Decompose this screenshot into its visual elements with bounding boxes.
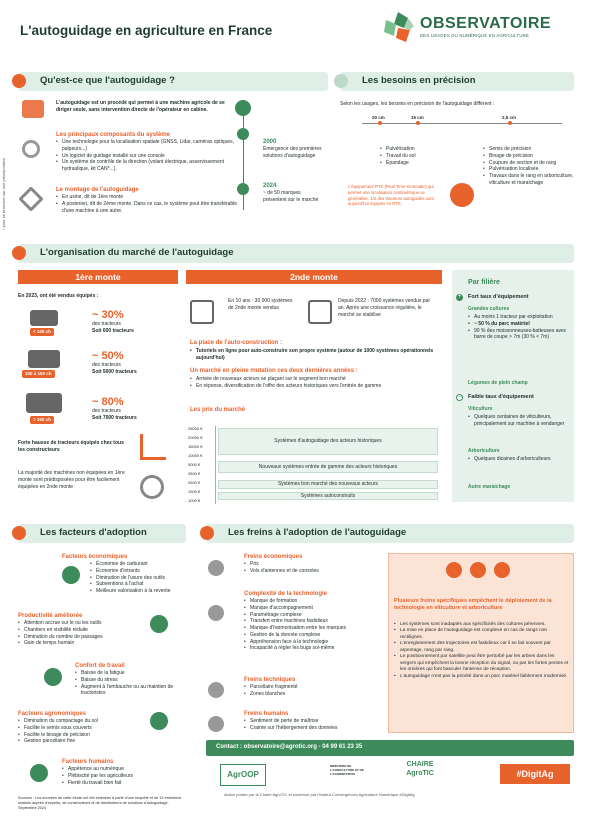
orange-dot-icon [200, 526, 214, 540]
orange-dot-icon [12, 74, 26, 88]
rtk-tractor-icon [450, 183, 474, 207]
price-chart [188, 418, 442, 502]
predisposed-note: La majorité des machines non équipées en 1ère monte sont prédisposées pour être facilement équipées en 2nde monte [18, 470, 125, 490]
viticulture-title: Viticulture [468, 406, 493, 412]
vine-icon [470, 562, 486, 578]
section-market-banner: L'organisation du marché de l'autoguidage [18, 244, 574, 263]
price-bar-historic: Systèmes d'autoguidage des acteurs historiques [218, 428, 438, 455]
logo-name: OBSERVATOIRE [420, 15, 552, 32]
tick-label: 15000 € [188, 444, 203, 449]
green-dot-icon [334, 74, 348, 88]
tick-label: 1500 € [188, 489, 201, 494]
power-tag: 100 à 150 ch [22, 370, 55, 378]
precision-scale [362, 123, 562, 124]
field-crops-list: • Au moins 1 tracteur par exploitation • ~ 50 % du parc matériel • 90 % des moissonneuses-batteuses avec barre de coupe > 7m (30 % < 7m) [468, 314, 572, 341]
scale-2-5: 2,5 cm [502, 115, 517, 120]
brakes-eco-list: • Prix • Vols d'antennes et de consoles [244, 561, 384, 575]
side-note: * pour se brancher sur une prise/position [1, 157, 6, 230]
tractor-icon [22, 100, 44, 118]
components-title: Les principaux composants du système [56, 132, 171, 138]
brakes-complex-list: • Manque de formation • Manque d'accompagnement • Paramétrage complexe • Transfert entre machines fastidieux • Manque d'harmonisation entre les marques • Gestion de la donnée complexe • Appréhension face à la technologie • Incapacité à régler les bugs soi-même [244, 598, 384, 652]
logo-subtitle: DES USAGES DU NUMÉRIQUE EN AGRICULTURE [420, 33, 529, 38]
timeline-2024: 2024 ~ de 50 marques présentent sur le marché [263, 183, 319, 203]
price-bar-cheap: Systèmes bon marché des nouveaux acteurs [218, 480, 438, 489]
brakes-complex-title: Complexité de la technologie [244, 591, 328, 597]
section-precision-banner: Les besoins en précision [340, 72, 574, 91]
person-icon [208, 716, 224, 732]
pct-under-100-text: des tracteurs Soit 600 tracteurs [92, 321, 134, 334]
brakes-human-list: • Sentiment de perte de maîtrise • Crainte sur l'hébergement des données [244, 718, 384, 732]
arboriculture-title: Arboriculture [468, 448, 500, 454]
sources-note: Sources : Les données de cette étude ont été estimées à partir d'une enquête et de 19 entretiens réalisés auprès d'experts, de constructeurs et de distributeurs de solutions d'autoguidage. Septembre 2024 [18, 796, 182, 811]
cycle-icon [140, 475, 164, 499]
brakes-tech-list: • Parcellaire fragmenté • Zones blanches [244, 684, 384, 698]
timeline-dot-icon [237, 183, 249, 195]
productivity-icon [150, 615, 168, 633]
people-icon [30, 764, 48, 782]
low-rate-title: Faible taux d'équipement [468, 394, 534, 400]
tick-label: 5000 € [188, 462, 201, 467]
adoption-agro-list: • Diminution du compactage du sol • Facilite le semis sous couverts • Facilite le binage de précision • Gestion parcellaire fine [18, 718, 148, 745]
digitag-logo: #DigitAg [500, 764, 570, 784]
adoption-comfort-list: • Baisse de la fatigue • Baisse du stress • Augment à l'embauche ou au maintien de tractoristes [75, 670, 185, 697]
timeline-start-icon [235, 100, 251, 116]
axis-line [215, 426, 216, 504]
pct-100-150-text: des tracteurs Soit 5000 tracteurs [92, 362, 137, 375]
signal-icon [208, 682, 224, 698]
contact-bar[interactable]: Contact : observatoire@agrotic.org - 04 99 61 23 35 [206, 740, 574, 756]
money-icon [208, 560, 224, 576]
price-bar-self: Systèmes autoconstruits [218, 492, 438, 500]
tree-icon [446, 562, 462, 578]
tick-label: 1000 € [188, 498, 201, 503]
arboriculture-list: • Quelques dizaines d'arboriculteurs [468, 456, 572, 463]
euro-icon [62, 566, 80, 584]
precision-intro: Selon les usages, les besoins en précision de l'autoguidage diffèrent : [340, 101, 495, 107]
scale-15: 15 cm [411, 115, 424, 120]
brakes-tech-title: Freins techniques [244, 677, 296, 683]
trend-icon [308, 300, 332, 324]
brakes-eco-title: Freins économiques [244, 554, 303, 560]
minus-icon: – [457, 394, 462, 400]
large-tractor-icon [26, 393, 62, 413]
pct-over-150-text: des tracteurs Soit 7000 tracteurs [92, 408, 137, 421]
mutation-list: • Arrivée de nouveaux acteurs se plaçant sur le segment bon marché • En réponse, diversification de l'offre des acteurs historiques vers l'entrée de gamme [190, 376, 440, 390]
section-brakes-banner: Les freins à l'adoption de l'autoguidage [206, 524, 574, 543]
tick-label: 25000 € [188, 426, 203, 431]
gears-icon [22, 140, 40, 158]
adoption-prod-title: Productivité améliorée [18, 613, 83, 619]
definition-text: L'autoguidage est un procédé qui permet à une machine agricole de se diriger seule, sans intervention directe de l'opérateur en cabine. [56, 100, 225, 113]
scale-20: 20 cm [372, 115, 385, 120]
scale-marker-icon [508, 121, 512, 125]
precision-col2: • Semis de précision • Binage de précision • Coupure de section et de rang • Pulvérisation localisée • Travaux dans le rang en arboriculture, viticulture et maraichage [483, 146, 575, 187]
adoption-eco-title: Facteurs économiques [62, 554, 128, 560]
auto-construction-title: La place de l'auto-construction : [190, 340, 283, 346]
chaire-logo: CHAIRE AgroTIC [406, 761, 434, 778]
adoption-comfort-title: Confort de travail [75, 663, 125, 669]
section-adoption-banner: Les facteurs d'adoption [18, 524, 186, 543]
adoption-human-list: • Appétence au numérique • Plébiscité par les agriculteurs • Fierté du travail bien fait [62, 766, 172, 786]
timeline-2000: 2000 Émergence des premières solutions d'autoguidage [263, 139, 322, 159]
sector-title: Par filière [468, 279, 500, 286]
vegetables-title: Légumes de plein champ [468, 380, 528, 386]
mutation-title: Un marché en pleine mutation ces deux dernières années : [190, 368, 358, 374]
mounting-list: • En usine, dit de 1ère monte • A posteriori, dit de 2ème monte. Dans ce cas, le système peut être transférable d'une machine à une autre. [56, 194, 241, 214]
adoption-agro-title: Facteurs agronomiques [18, 711, 87, 717]
tick-label: 2500 € [188, 480, 201, 485]
footer-note: Action portée par la Chaire AgroTIC et soutenue par l'Institut Convergences Agriculture Numérique #DigitAg [224, 792, 415, 797]
power-tag: > 150 ch [30, 416, 54, 424]
pct-under-100: ~ 30% [92, 309, 124, 321]
adoption-prod-list: • Attention accrue sur le ou les outils • Chantiers en visibilité réduite • Diminution du nombre de passages • Gain de temps humain [18, 620, 148, 647]
price-title: Les prix du marché [190, 407, 246, 413]
components-list: • Une technologie pour la localisation spatiale (GNSS, Lidar, caméras optiques, palpeurs...) • Un logiciel de guidage installé sur une console • Un système de contrôle de la direction (volant électrique, asservissement hydraulique, kit CAN*...). [56, 139, 241, 173]
growth-chart-icon [140, 434, 166, 460]
section-what-banner: Qu'est-ce que l'autoguidage ? [18, 72, 328, 91]
tick-label: 10000 € [188, 453, 203, 458]
page-title: L'autoguidage en agriculture en France [20, 23, 273, 38]
adoption-eco-list: • Économie de carburant • Économie d'intrants • Diminution de l'usure des outils • Subventions à l'achat • Meilleure valorisation à la revente [90, 561, 190, 595]
agroop-logo: AgrOOP [220, 764, 266, 786]
orange-dot-icon [12, 246, 26, 260]
rtk-note: L'équipement RTK (Real Time Kinematic) qui permet une localisation centimétrique se généralise. 1/2 des tracteurs autoguidés sont aujourd'hui équipés en RTK. [348, 184, 434, 207]
brakes-human-title: Freins humains [244, 711, 289, 717]
mounting-title: Le montage de l'autoguidage [56, 187, 139, 193]
comfort-icon [44, 668, 62, 686]
timeline-dot-icon [237, 128, 249, 140]
plus-icon: + [457, 294, 462, 300]
complexity-icon [208, 605, 224, 621]
pct-over-150: ~ 80% [92, 396, 124, 408]
high-rate-title: Fort taux d'équipement [468, 294, 529, 300]
viticulture-list: • Quelques centaines de viticulteurs, principalement sur machine à vendanger [468, 414, 572, 428]
ministry-logo: MINISTÈRE DE L'AGRICULTURE ET DE L'ALIMENTATION [330, 764, 364, 777]
other-market-gardening: Autre maraichage [468, 484, 511, 490]
precision-col1: • Pulvérisation • Travail du sol • Épandage [380, 146, 450, 166]
increase-note: Forte hausse de tracteurs équipés chez tous les constructeurs [18, 440, 124, 453]
ten-years-text: En 10 ans : 30 000 systèmes de 2nde monte vendus [228, 298, 293, 311]
second-mount-header: 2nde monte [186, 270, 442, 284]
observatoire-logo-icon [380, 10, 416, 44]
scale-marker-icon [416, 121, 420, 125]
power-tag: < 100 ch [30, 328, 54, 336]
plant-icon [150, 712, 168, 730]
small-tractor-icon [30, 310, 58, 326]
scale-marker-icon [378, 121, 382, 125]
tick-label: 3500 € [188, 471, 201, 476]
orange-dot-icon [12, 526, 26, 540]
pct-100-150: ~ 50% [92, 350, 124, 362]
fruit-tree-icon [494, 562, 510, 578]
first-mount-header: 1ère monte [18, 270, 178, 284]
field-crops-title: Grandes cultures [468, 306, 510, 312]
price-bar-entry: Nouveaux systèmes entrée de gamme des acteurs historiques [218, 461, 438, 473]
since-2022-text: Depuis 2022 : 7000 systèmes vendus par an. Après une croissance régulière, le marché se stabilise [338, 298, 430, 318]
medium-tractor-icon [28, 350, 60, 368]
specific-brakes-title: Plusieurs freins spécifiques empêchent le déploiement de la technologie en viticulture et arboriculture [394, 598, 552, 612]
calendar-icon [190, 300, 214, 324]
auto-construction-list: • Tutoriels en ligne pour auto-construire son propre système (autour de 1000 systèmes opérationnels aujourd'hui) [190, 348, 440, 362]
tick-label: 20000 € [188, 435, 203, 440]
first-mount-intro: En 2023, ont été vendus équipés : [18, 293, 99, 299]
specific-brakes-list: • Les systèmes sont inadaptés aux spécificités des cultures pérennes. • La mise en place de l'autoguidage est complexe en cas de rangs non rectilignes. • L'enregistrement des trajectoires est fastidieux car il se fait souvent par arpentage, rang par rang. • Le positionnement par satellite peut être perturbé par les arbres dans les vergers qui empêchent la bonne réception du signal, ou par les fortes pentes et les ornières qui font basculer l'antenne de réception. • L'autoguidage n'est pas la priorité dans un parc matériel faiblement modernisé. [394, 622, 570, 680]
tools-icon [18, 186, 43, 211]
adoption-human-title: Facteurs humains [62, 759, 114, 765]
